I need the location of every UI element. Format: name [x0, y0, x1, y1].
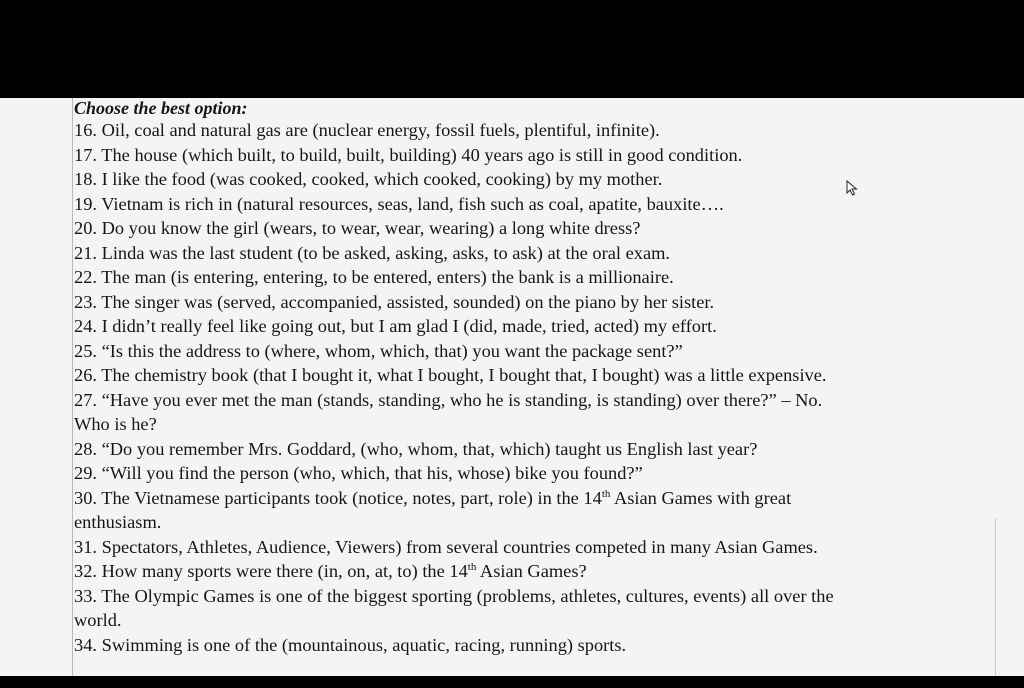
question-32-text-end: Asian Games?	[476, 561, 587, 581]
question-31: 31. Spectators, Athletes, Audience, Viewers) from several countries competed in many Asian Games.	[74, 536, 818, 557]
ordinal-suffix: th	[601, 487, 611, 500]
ordinal-suffix: th	[467, 560, 477, 573]
question-17: 17. The house (which built, to build, built, building) 40 years ago is still in good condition.	[74, 144, 743, 165]
question-33: 33. The Olympic Games is one of the biggest sporting (problems, athletes, cultures, events) all over the	[74, 585, 834, 606]
question-34: 34. Swimming is one of the (mountainous, aquatic, racing, running) sports.	[74, 634, 627, 655]
question-23: 23. The singer was (served, accompanied, assisted, sounded) on the piano by her sister.	[74, 291, 715, 312]
question-32	[74, 559, 986, 584]
document-page	[0, 98, 1024, 676]
question-24: 24. I didn’t really feel like going out, but I am glad I (did, made, tried, acted) my effort.	[74, 316, 717, 336]
question-30-continued: enthusiasm.	[74, 512, 162, 532]
exercise-heading: Choose the best option:	[74, 98, 248, 118]
question-19: 19. Vietnam is rich in (natural resources, seas, land, fish such as coal, apatite, bauxite….	[74, 193, 724, 214]
question-27-continued: Who is he?	[74, 414, 157, 434]
question-30-text-end: Asian Games with great	[610, 487, 792, 508]
question-32-text: 32. How many sports were there (in, on, at, to) the 14	[74, 561, 468, 581]
question-20: 20. Do you know the girl (wears, to wear, wear, wearing) a long white dress?	[74, 218, 641, 238]
question-30-text: 30. The Vietnamese participants took (notice, notes, part, role) in the 14	[74, 487, 602, 508]
question-18: 18. I like the food (was cooked, cooked, which cooked, cooking) by my mother.	[74, 169, 663, 189]
question-28: 28. “Do you remember Mrs. Goddard, (who, whom, that, which) taught us English last year?	[74, 438, 758, 459]
question-30	[74, 486, 986, 511]
question-21: 21. Linda was the last student (to be asked, asking, asks, to ask) at the oral exam.	[74, 242, 671, 263]
question-16: 16. Oil, coal and natural gas are (nuclear energy, fossil fuels, plentiful, infinite).	[74, 120, 660, 140]
question-27: 27. “Have you ever met the man (stands, standing, who he is standing, is standing) over there?” – No.	[74, 389, 823, 410]
question-29: 29. “Will you find the person (who, which, that his, whose) bike you found?”	[74, 463, 643, 483]
right-margin-line	[995, 518, 996, 676]
left-margin-line	[72, 98, 73, 676]
question-25: 25. “Is this the address to (where, whom, which, that) you want the package sent?”	[74, 340, 683, 361]
mouse-pointer-icon	[846, 180, 858, 196]
top-black-bar	[0, 0, 1024, 98]
question-26: 26. The chemistry book (that I bought it, what I bought, I bought that, I bought) was a little expensive.	[74, 365, 827, 385]
question-33-continued: world.	[74, 610, 122, 630]
bottom-black-bar	[0, 676, 1024, 688]
question-22: 22. The man (is entering, entering, to be entered, enters) the bank is a millionaire.	[74, 267, 674, 287]
